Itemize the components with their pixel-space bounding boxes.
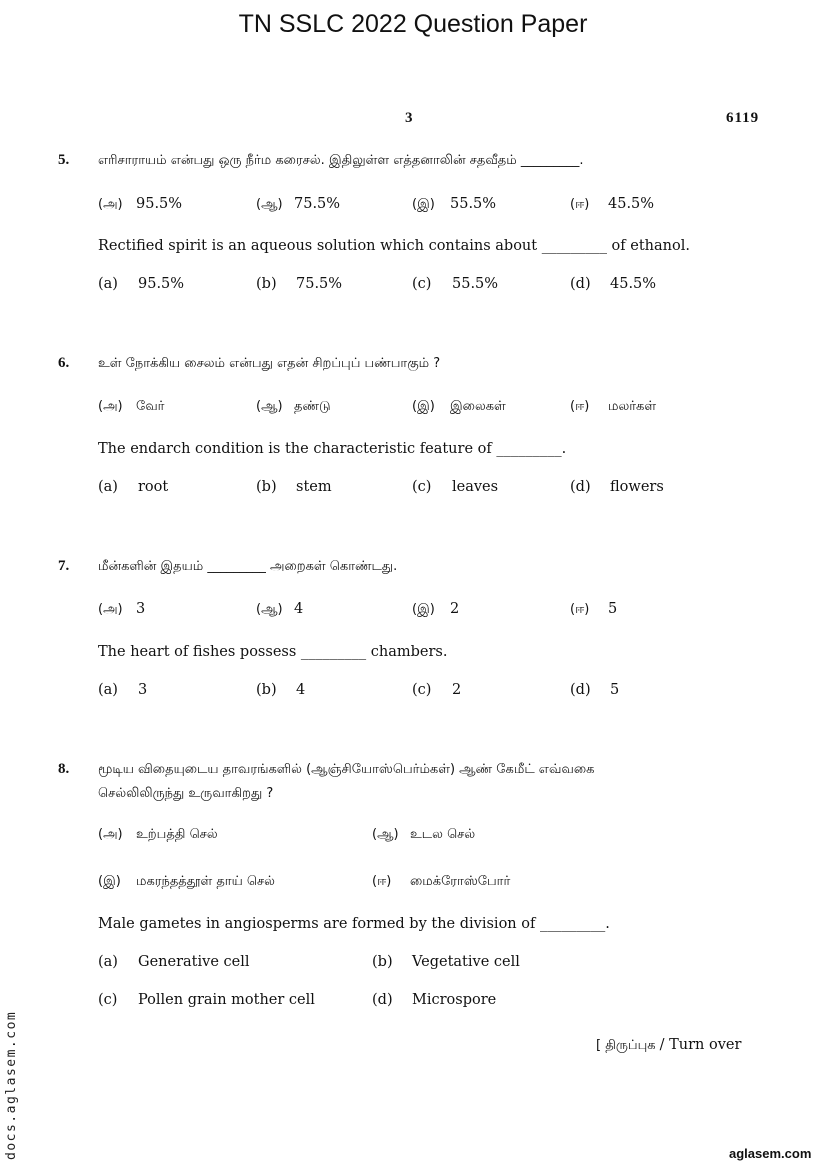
option-english-d: (d) 45.5% <box>570 276 657 292</box>
option-english-c: (c) Pollen grain mother cell <box>98 992 315 1008</box>
question-number: 6. <box>58 355 70 371</box>
question-text-english: Male gametes in angiosperms are formed by the division of _________. <box>98 916 610 932</box>
option-tamil-4: (ஈ) 45.5% <box>570 196 655 212</box>
option-english-b: (b) stem <box>256 479 332 495</box>
option-tamil-1: (அ) 3 <box>98 601 146 617</box>
option-english-a: (a) root <box>98 479 169 495</box>
option-english-d: (d) flowers <box>570 479 664 495</box>
option-tamil-2: (ஆ) 4 <box>256 601 304 617</box>
option-english-a: (a) 95.5% <box>98 276 185 292</box>
brand-link[interactable]: aglasem.com <box>729 1146 812 1161</box>
question-text-tamil: மீன்களின் இதயம் _________ அறைகள் கொண்டது. <box>98 559 398 574</box>
option-english-b: (b) Vegetative cell <box>372 954 520 970</box>
option-english-d: (d) Microspore <box>372 992 497 1008</box>
question-text-tamil-line1: மூடிய விதையுடைய தாவரங்களில் (ஆஞ்சியோஸ்பெர்ம்கள்) ஆண் கேமீட் எவ்வகை <box>98 762 595 777</box>
option-tamil-4: (ஈ) மலர்கள் <box>570 399 657 414</box>
option-english-b: (b) 4 <box>256 682 306 698</box>
page-number: 3 <box>405 110 413 126</box>
option-tamil-2: (ஆ) தண்டு <box>256 399 331 414</box>
question-text-tamil: உள் நோக்கிய சைலம் என்பது எதன் சிறப்புப் பண்பாகும் ? <box>98 356 441 371</box>
option-tamil-1: (அ) வேர் <box>98 399 165 414</box>
document-banner-title: TN SSLC 2022 Question Paper <box>238 10 588 38</box>
option-english-a: (a) Generative cell <box>98 954 250 970</box>
question-text-tamil: எரிசாராயம் என்பது ஒரு நீர்ம கரைசல். இதிலுள்ள எத்தனாலின் சதவீதம் _________. <box>98 153 584 168</box>
question-text-english: Rectified spirit is an aqueous solution which contains about _________ of ethanol. <box>98 238 690 254</box>
turn-over-note <box>596 1036 741 1054</box>
question-number: 8. <box>58 761 70 777</box>
option-english-b: (b) 75.5% <box>256 276 343 292</box>
option-english-c: (c) 2 <box>412 682 462 698</box>
turn-over-tamil: [ திருப்புக <box>596 1038 656 1053</box>
option-tamil-3: (இ) இலைகள் <box>412 399 506 414</box>
option-tamil-2: (ஆ) 75.5% <box>256 196 341 212</box>
option-tamil-1: (அ) 95.5% <box>98 196 183 212</box>
option-tamil-2: (ஆ) உடல செல் <box>372 827 476 842</box>
option-tamil-3: (இ) 55.5% <box>412 196 497 212</box>
option-english-a: (a) 3 <box>98 682 148 698</box>
option-tamil-1: (அ) உற்பத்தி செல் <box>98 827 218 842</box>
option-tamil-4: (ஈ) 5 <box>570 601 618 617</box>
question-number: 7. <box>58 558 70 574</box>
question-text-english: The endarch condition is the characteristic feature of _________. <box>98 441 567 457</box>
question-text-tamil-line2: செல்லிலிருந்து உருவாகிறது ? <box>98 786 274 801</box>
option-english-c: (c) leaves <box>412 479 499 495</box>
turn-over-english: / Turn over <box>659 1037 742 1053</box>
option-english-d: (d) 5 <box>570 682 620 698</box>
paper-code: 6119 <box>726 110 760 126</box>
option-tamil-3: (இ) மகரந்தத்தூள் தாய் செல் <box>98 874 275 889</box>
option-tamil-4: (ஈ) மைக்ரோஸ்போர் <box>372 874 511 889</box>
option-tamil-3: (இ) 2 <box>412 601 460 617</box>
side-watermark: docs.aglasem.com <box>4 1010 19 1160</box>
option-english-c: (c) 55.5% <box>412 276 499 292</box>
question-number: 5. <box>58 152 70 168</box>
question-text-english: The heart of fishes possess _________ chambers. <box>98 644 448 660</box>
